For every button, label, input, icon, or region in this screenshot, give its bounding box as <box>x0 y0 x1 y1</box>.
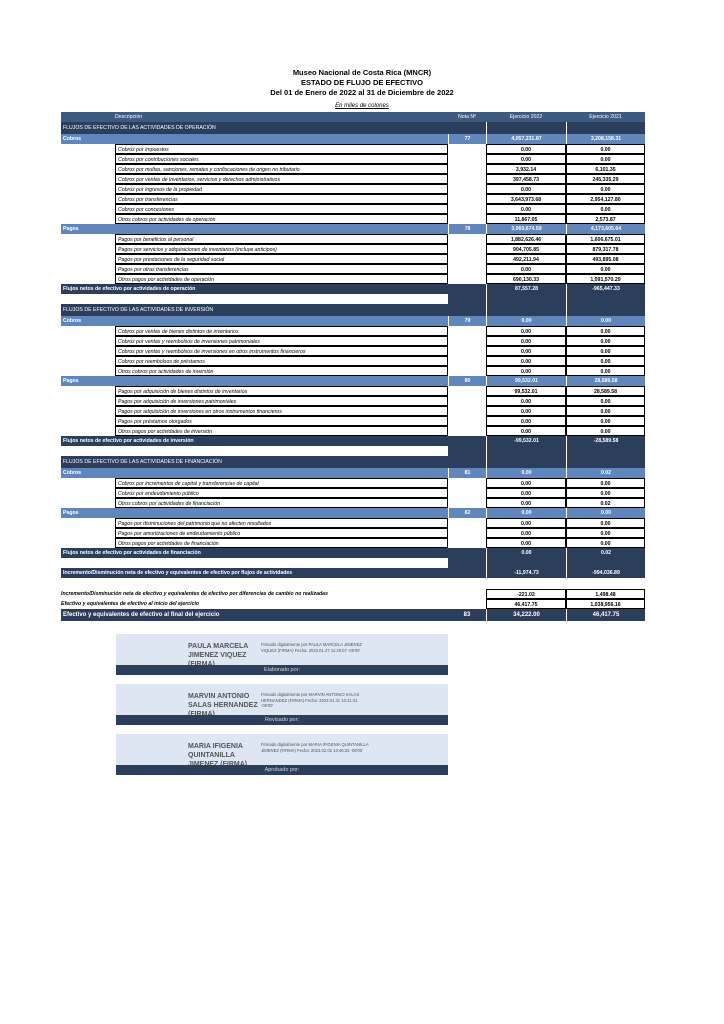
section-title: FLUJOS DE EFECTIVO DE LAS ACTIVIDADES DE OPERACIÓN <box>63 125 216 131</box>
line-item-2021: 0.00 <box>566 426 645 436</box>
line-item-2021: 0.00 <box>566 154 645 164</box>
net-flow-2021: -28,589.58 <box>566 436 645 446</box>
line-item-2022: 0.00 <box>486 204 566 214</box>
exchange-label: Incremento/Disminución neta de efectivo y equivalentes de efectivo por diferencias de cambio no realizadas <box>61 591 328 597</box>
line-item-row <box>61 426 645 436</box>
indent-cell <box>61 264 115 274</box>
line-item-2021: 0.00 <box>566 396 645 406</box>
line-item-row <box>61 478 645 488</box>
line-item-row <box>61 336 645 346</box>
net-flow-row <box>61 548 645 558</box>
line-item-2021: 0.02 <box>566 498 645 508</box>
note-cell <box>448 264 486 274</box>
net-flow-label: Flujos netos de efectivo por actividades de operación <box>63 286 196 292</box>
line-item-2022: 492,211.94 <box>486 254 566 264</box>
line-item-row <box>61 386 645 396</box>
net-flow-label: Flujos netos de efectivo por actividades de financiación <box>63 550 201 556</box>
indent-cell <box>61 366 115 376</box>
increment-2022: -11,974.73 <box>486 568 566 578</box>
net-flow-2022: 0.00 <box>486 548 566 558</box>
line-item-2022: 0.00 <box>486 336 566 346</box>
report-period: Del 01 de Enero de 2022 al 31 de Diciembre de 2022 <box>270 88 454 97</box>
cobros-2021: 3,208,158.31 <box>566 134 645 144</box>
line-item-row <box>61 518 645 528</box>
pagos-2021: 28,589.58 <box>566 376 645 386</box>
line-item-row <box>61 154 645 164</box>
line-item-row <box>61 396 645 406</box>
note-cell <box>448 174 486 184</box>
spacer-row <box>61 294 645 304</box>
pagos-2021: 4,173,605.64 <box>566 224 645 234</box>
note-cell <box>448 356 486 366</box>
spacer-cell <box>486 446 566 456</box>
indent-cell <box>61 426 115 436</box>
line-item-2022: 397,458.73 <box>486 174 566 184</box>
indent-cell <box>61 528 115 538</box>
line-item-label: Otros cobros por actividades de inversión <box>115 366 448 376</box>
spacer-cell <box>566 558 645 568</box>
summary-block <box>61 589 645 621</box>
line-item-row <box>61 244 645 254</box>
note-cell <box>448 528 486 538</box>
section-title: FLUJOS DE EFECTIVO DE LAS ACTIVIDADES DE FINANCIACIÓN <box>63 459 222 465</box>
line-item-2022: 690,130.33 <box>486 274 566 284</box>
net-flow-2021: 0.02 <box>566 548 645 558</box>
spacer-cell <box>61 558 115 568</box>
net-note <box>448 284 486 294</box>
line-item-2021: 1,091,570.29 <box>566 274 645 284</box>
cobros-2021: 0.02 <box>566 468 645 478</box>
note-cell <box>448 244 486 254</box>
initial-2022: 46,417.75 <box>486 599 566 609</box>
spacer-cell <box>115 558 448 568</box>
currency-note: En miles de colones <box>335 103 389 109</box>
line-item-row <box>61 164 645 174</box>
line-item-2021: 0.00 <box>566 144 645 154</box>
line-item-2022: 11,867.05 <box>486 214 566 224</box>
indent-cell <box>61 174 115 184</box>
line-item-row <box>61 174 645 184</box>
pagos-note: 82 <box>448 508 486 518</box>
line-item-label: Cobros por concesiones <box>115 204 448 214</box>
line-item-2022: 0.00 <box>486 396 566 406</box>
indent-cell <box>61 244 115 254</box>
section-cell <box>486 304 566 316</box>
spacer-row <box>61 446 645 456</box>
pagos-group-row <box>61 376 645 386</box>
line-item-label: Cobros por ventas y reembolsos de inversiones patrimoniales <box>115 336 448 346</box>
indent-cell <box>61 336 115 346</box>
line-item-row <box>61 488 645 498</box>
line-item-2021: 0.00 <box>566 488 645 498</box>
pagos-2021: 0.00 <box>566 508 645 518</box>
indent-cell <box>61 144 115 154</box>
note-cell <box>448 164 486 174</box>
signature-role: Aprobado por: <box>116 765 448 775</box>
line-item-label: Pagos por servicios y adquisiciones de inventarios (incluye anticipos) <box>115 244 448 254</box>
column-header-row <box>61 112 645 122</box>
cobros-label: Cobros <box>63 136 82 142</box>
spacer-cell <box>115 294 448 304</box>
line-item-label: Cobros por ingresos de la propiedad <box>115 184 448 194</box>
signer-name: MARIA IFIGENIA QUINTANILLA <box>188 743 243 759</box>
line-item-2022: 0.00 <box>486 406 566 416</box>
line-item-2022: 0.00 <box>486 498 566 508</box>
note-cell <box>448 366 486 376</box>
pagos-note: 78 <box>448 224 486 234</box>
net-flow-label: Flujos netos de efectivo por actividades de inversión <box>63 438 194 444</box>
line-item-2021: 0.00 <box>566 204 645 214</box>
section-header <box>61 304 645 316</box>
line-item-2021: 245,335.29 <box>566 174 645 184</box>
pagos-2022: 99,532.01 <box>486 376 566 386</box>
line-item-row <box>61 326 645 336</box>
signer-name: PAULA MARCELA JIMENEZ VIQUEZ <box>188 643 249 659</box>
cobros-2022: 0.00 <box>486 468 566 478</box>
signature-elaborado <box>116 634 448 675</box>
increment-row <box>61 568 645 578</box>
final-2021: 46,417.75 <box>566 609 645 621</box>
indent-cell <box>61 538 115 548</box>
line-item-label: Pagos por amortizaciones de endeudamiento público <box>115 528 448 538</box>
line-item-row <box>61 144 645 154</box>
line-item-label: Pagos por prestaciones de la seguridad social <box>115 254 448 264</box>
net-flow-row <box>61 436 645 446</box>
line-item-row <box>61 416 645 426</box>
note-cell <box>448 518 486 528</box>
initial-2021: 1,038,956.16 <box>566 599 645 609</box>
signature-role: Revisado por: <box>116 715 448 725</box>
line-item-label: Cobros por ventas de inventarios, servicios y derechos administrativos <box>115 174 448 184</box>
line-item-2022: 0.00 <box>486 528 566 538</box>
final-2022: 34,222.00 <box>486 609 566 621</box>
net-note <box>448 436 486 446</box>
signature-detail: Firmado digitalmente por MARIA IFIGENIA QUINTANILLA JIMENEZ (FIRMA) Fecha: 2023.02.02 13:46:33 -06'00' <box>261 742 369 753</box>
pagos-note: 80 <box>448 376 486 386</box>
pagos-label: Pagos <box>63 510 79 516</box>
line-item-label: Cobros por incrementos de capital y transferencias de capital <box>115 478 448 488</box>
section-cell <box>566 456 645 468</box>
line-item-2021: 0.00 <box>566 326 645 336</box>
indent-cell <box>61 488 115 498</box>
signature-detail: Firmado digitalmente por MARVIN ANTONIO SALAS HERNANDEZ (FIRMA) Fecha: 2023.01.31 10:21:41 -06'00' <box>261 692 360 708</box>
note-cell <box>448 386 486 396</box>
indent-cell <box>61 214 115 224</box>
final-label: Efectivo y equivalentes de efectivo al final del ejercicio <box>63 612 220 618</box>
line-item-2021: 2,954,127.80 <box>566 194 645 204</box>
cobros-2022: 4,057,231.87 <box>486 134 566 144</box>
spacer-cell <box>486 558 566 568</box>
increment-2021: -994,036.89 <box>566 568 645 578</box>
line-item-2022: 99,532.01 <box>486 386 566 396</box>
spacer-cell <box>486 294 566 304</box>
spacer-cell <box>566 294 645 304</box>
line-item-2022: 0.00 <box>486 478 566 488</box>
line-item-2021: 0.00 <box>566 416 645 426</box>
note-cell <box>448 274 486 284</box>
line-item-label: Otros pagos por actividades de financiación <box>115 538 448 548</box>
note-cell <box>448 184 486 194</box>
pagos-label: Pagos <box>63 226 79 232</box>
section-note-cell <box>448 122 486 134</box>
spacer-cell <box>61 294 115 304</box>
line-item-2021: 0.00 <box>566 336 645 346</box>
indent-cell <box>61 274 115 284</box>
cobros-note: 77 <box>448 134 486 144</box>
signature-revisado <box>116 684 448 725</box>
signature-detail: Firmado digitalmente por PAULA MARCELA JIMENEZ VIQUEZ (FIRMA) Fecha: 2023.01.27 11:28:07 -06'00' <box>261 642 362 653</box>
note-cell <box>448 144 486 154</box>
pagos-label: Pagos <box>63 378 79 384</box>
note-cell <box>448 154 486 164</box>
section-cell <box>486 122 566 134</box>
section-title: FLUJOS DE EFECTIVO DE LAS ACTIVIDADES DE INVERSIÓN <box>63 307 214 313</box>
col-2021: Ejercicio 2021 <box>589 114 622 120</box>
exchange-2021: 1,498.48 <box>566 589 645 599</box>
increment-note <box>448 568 486 578</box>
indent-cell <box>61 396 115 406</box>
note-cell <box>448 214 486 224</box>
line-item-label: Otros pagos por actividades de operación <box>115 274 448 284</box>
cobros-label: Cobros <box>63 470 82 476</box>
initial-row <box>61 599 645 609</box>
exchange-2022: -221.02 <box>486 589 566 599</box>
line-item-row <box>61 406 645 416</box>
line-item-2022: 0.00 <box>486 346 566 356</box>
cobros-label: Cobros <box>63 318 82 324</box>
section-note-cell <box>448 304 486 316</box>
line-item-2022: 0.00 <box>486 184 566 194</box>
line-item-2021: 879,317.78 <box>566 244 645 254</box>
line-item-label: Otros pagos por actividades de inversión <box>115 426 448 436</box>
indent-cell <box>61 194 115 204</box>
line-item-2022: 1,882,626.46 <box>486 234 566 244</box>
pagos-2022: 0.00 <box>486 508 566 518</box>
line-item-label: Cobros por endeudamiento público <box>115 488 448 498</box>
section-header <box>61 456 645 468</box>
exchange-row <box>61 589 645 599</box>
line-item-2021: 6,101.35 <box>566 164 645 174</box>
cobros-2022: 0.00 <box>486 316 566 326</box>
line-item-row <box>61 214 645 224</box>
line-item-2022: 0.00 <box>486 488 566 498</box>
net-flow-2022: 87,557.28 <box>486 284 566 294</box>
spacer-cell <box>115 446 448 456</box>
line-item-2021: 0.00 <box>566 528 645 538</box>
signature-role: Elaborado por: <box>116 665 448 675</box>
indent-cell <box>61 326 115 336</box>
note-cell <box>448 538 486 548</box>
line-item-2021: 2,573.87 <box>566 214 645 224</box>
cobros-note: 81 <box>448 468 486 478</box>
spacer-cell <box>61 446 115 456</box>
line-item-2022: 0.00 <box>486 416 566 426</box>
indent-cell <box>61 406 115 416</box>
section-cell <box>566 122 645 134</box>
spacer-row <box>61 558 645 568</box>
line-item-row <box>61 528 645 538</box>
line-item-2022: 0.00 <box>486 144 566 154</box>
line-item-row <box>61 194 645 204</box>
line-item-row <box>61 184 645 194</box>
line-item-label: Cobros por ventas y reembolsos de inversiones en otros instrumentos financieros <box>115 346 448 356</box>
line-item-row <box>61 346 645 356</box>
line-item-label: Cobros por impuestos <box>115 144 448 154</box>
indent-cell <box>61 164 115 174</box>
indent-cell <box>61 204 115 214</box>
line-item-2021: 0.00 <box>566 356 645 366</box>
indent-cell <box>61 498 115 508</box>
note-cell <box>448 426 486 436</box>
line-item-label: Pagos por otras transferencias <box>115 264 448 274</box>
line-item-label: Cobros por transferencias <box>115 194 448 204</box>
col-description: Descripción <box>115 114 143 120</box>
indent-cell <box>61 254 115 264</box>
line-item-label: Cobros por reembolsos de préstamos <box>115 356 448 366</box>
note-cell <box>448 498 486 508</box>
indent-cell <box>61 356 115 366</box>
final-note: 83 <box>463 612 471 618</box>
entity-name: Museo Nacional de Costa Rica (MNCR) <box>292 68 432 77</box>
note-cell <box>448 396 486 406</box>
note-cell <box>448 406 486 416</box>
line-item-2022: 0.00 <box>486 326 566 336</box>
increment-label: Incremento/Disminución neta de efectivo y equivalentes de efectivo por flujos de actividades <box>63 570 293 576</box>
line-item-2022: 0.00 <box>486 356 566 366</box>
cobros-2021: 0.00 <box>566 316 645 326</box>
line-item-2022: 0.00 <box>486 154 566 164</box>
note-cell <box>448 416 486 426</box>
line-item-2021: 493,895.08 <box>566 254 645 264</box>
line-item-2021: 28,589.58 <box>566 386 645 396</box>
line-item-2021: 0.00 <box>566 478 645 488</box>
col-2022: Ejercicio 2022 <box>509 114 543 120</box>
spacer-cell <box>448 446 486 456</box>
indent-cell <box>61 518 115 528</box>
section-note-cell <box>448 456 486 468</box>
line-item-label: Otros cobros por actividades de operación <box>115 214 448 224</box>
line-item-2022: 0.00 <box>486 426 566 436</box>
line-item-label: Otros cobros por actividades de financiación <box>115 498 448 508</box>
line-item-row <box>61 538 645 548</box>
cobros-group-row <box>61 316 645 326</box>
line-item-2022: 0.00 <box>486 264 566 274</box>
note-cell <box>448 478 486 488</box>
line-item-label: Pagos por adquisición de inversiones en otros instrumentos financieros <box>115 406 448 416</box>
cobros-note: 79 <box>448 316 486 326</box>
line-item-2022: 3,643,973.68 <box>486 194 566 204</box>
indent-cell <box>61 416 115 426</box>
line-item-2021: 0.00 <box>566 184 645 194</box>
section-header <box>61 122 645 134</box>
note-cell <box>448 326 486 336</box>
line-item-2021: 0.00 <box>566 518 645 528</box>
cobros-group-row <box>61 468 645 478</box>
line-item-row <box>61 254 645 264</box>
line-item-row <box>61 234 645 244</box>
line-item-2021: 0.00 <box>566 406 645 416</box>
line-item-row <box>61 264 645 274</box>
line-item-2021: 0.00 <box>566 346 645 356</box>
line-item-2022: 3,932.14 <box>486 164 566 174</box>
line-item-2022: 904,705.85 <box>486 244 566 254</box>
spacer-cell <box>566 446 645 456</box>
line-item-label: Pagos por disminuciones del patrimonio que no afecten resultados <box>115 518 448 528</box>
line-item-label: Cobros por multas, sanciones, remates y confiscaciones de origen no tributario <box>115 164 448 174</box>
note-cell <box>448 346 486 356</box>
note-cell <box>448 336 486 346</box>
line-item-label: Pagos por adquisición de bienes distintos de inventarios <box>115 386 448 396</box>
note-cell <box>448 194 486 204</box>
pagos-group-row <box>61 508 645 518</box>
line-item-row <box>61 366 645 376</box>
pagos-group-row <box>61 224 645 234</box>
line-item-label: Cobros por ventas de bienes distintos de inventarios <box>115 326 448 336</box>
report-title: ESTADO DE FLUJO DE EFECTIVO <box>301 78 423 87</box>
section-cell <box>566 304 645 316</box>
line-item-2021: 1,606,675.01 <box>566 234 645 244</box>
line-item-2022: 0.00 <box>486 366 566 376</box>
line-item-label: Pagos por beneficios al personal <box>115 234 448 244</box>
line-item-label: Pagos por préstamos otorgados <box>115 416 448 426</box>
section-cell <box>486 456 566 468</box>
net-note <box>448 548 486 558</box>
note-cell <box>448 254 486 264</box>
line-item-label: Pagos por adquisición de inversiones patrimoniales <box>115 396 448 406</box>
spacer-cell <box>448 558 486 568</box>
line-item-2021: 0.00 <box>566 366 645 376</box>
line-item-row <box>61 204 645 214</box>
indent-cell <box>61 478 115 488</box>
pagos-2022: 3,969,674.59 <box>486 224 566 234</box>
indent-cell <box>61 386 115 396</box>
net-flow-2022: -99,532.01 <box>486 436 566 446</box>
line-item-label: Cobros por contribuciones sociales <box>115 154 448 164</box>
line-item-row <box>61 498 645 508</box>
note-cell <box>448 488 486 498</box>
net-flow-2021: -965,447.33 <box>566 284 645 294</box>
signer-name: MARVIN ANTONIO SALAS HERNANDEZ <box>188 693 258 709</box>
net-flow-row <box>61 284 645 294</box>
final-row <box>61 609 645 621</box>
line-item-row <box>61 356 645 366</box>
line-item-2022: 0.00 <box>486 518 566 528</box>
initial-label: Efectivo y equivalentes de efectivo al inicio del ejercicio <box>61 601 200 607</box>
spacer-cell <box>448 294 486 304</box>
indent-cell <box>61 154 115 164</box>
note-cell <box>448 204 486 214</box>
cobros-group-row <box>61 134 645 144</box>
col-note: Nota Nº <box>457 114 477 120</box>
line-item-2021: 0.00 <box>566 264 645 274</box>
line-item-2022: 0.00 <box>486 538 566 548</box>
indent-cell <box>61 184 115 194</box>
signature-aprobado <box>116 734 448 775</box>
line-item-2021: 0.00 <box>566 538 645 548</box>
note-cell <box>448 234 486 244</box>
indent-cell <box>61 346 115 356</box>
line-item-row <box>61 274 645 284</box>
cash-flow-table <box>61 112 645 578</box>
indent-cell <box>61 234 115 244</box>
